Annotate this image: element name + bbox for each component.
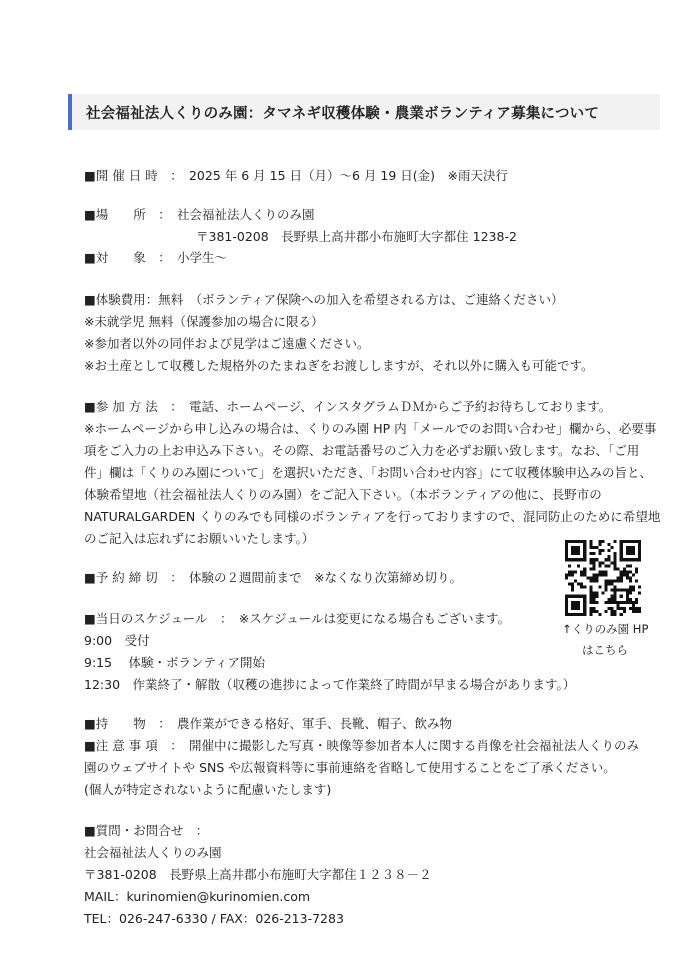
notice-line: (個人が特定されないように配慮いたします) bbox=[84, 782, 332, 797]
schedule-item: 12:30 作業終了・解散（収穫の進捗によって作業終了時間が早まる場合があります。） bbox=[84, 677, 576, 692]
contact-org: 社会福祉法人くりのみ園 bbox=[84, 845, 222, 860]
application-note-6: のご記入は忘れずにお願いいたします。） bbox=[84, 531, 315, 546]
fee-note-preschool: ※未就学児 無料（保護参加の場合に限る） bbox=[84, 314, 324, 329]
application-note-5: NATURALGARDEN くりのみでも同様のボランティアを行っておりますので、混同防止のために希望地 bbox=[84, 509, 661, 524]
schedule-heading: ■当日のスケジュール ： ※スケジュールは変更になる場合もございます。 bbox=[84, 611, 511, 626]
event-place: ■場 所 ： 社会福祉法人くりのみ園 bbox=[84, 207, 315, 222]
contact-address: 〒381-0208 長野県上高井郡小布施町大字都住１２３８－２ bbox=[84, 867, 432, 882]
fee-line: ■体験費用：無料 （ボランティア保険への加入を希望される方は、ご連絡ください） bbox=[84, 292, 564, 307]
event-date: ■開 催 日 時 ： 2025 年 6 月 15 日（月）～6 月 19 日(金) ※雨天決行 bbox=[84, 168, 509, 183]
contact-mail: MAIL：kurinomien@kurinomien.com bbox=[84, 889, 311, 904]
contact-heading: ■質問・お問合せ ： bbox=[84, 823, 209, 838]
belongings: ■持 物 ： 農作業ができる格好、軍手、長靴、帽子、飲み物 bbox=[84, 716, 453, 731]
notice-line: 園のウェブサイトや SNS や広報資料等に事前連絡を省略して使用することをご了承ください。 bbox=[84, 760, 616, 775]
schedule-item: 9:00 受付 bbox=[84, 633, 150, 648]
notice-line: ■注 意 事 項 ： 開催中に撮影した写真・映像等参加者本人に関する肖像を社会福祉法人くりのみ bbox=[84, 738, 639, 753]
event-address: 〒381-0208 長野県上高井郡小布施町大字都住 1238-2 bbox=[196, 229, 517, 244]
qr-code-image bbox=[565, 540, 641, 616]
event-target: ■対 象 ： 小学生～ bbox=[84, 250, 228, 265]
application-note-2: 項をご入力の上お申込み下さい。その際、お電話番号のご入力を必ずお願い致します。なお、「ご用 bbox=[84, 443, 640, 458]
qr-code[interactable] bbox=[565, 540, 641, 616]
contact-phone: TEL：026-247-6330 / FAX：026-213-7283 bbox=[84, 911, 344, 926]
fee-note-souvenir: ※お土産として収穫した規格外のたまねぎをお渡ししますが、それ以外に購入も可能です。 bbox=[84, 358, 594, 373]
qr-caption: ↑くりのみ園 HP bbox=[562, 622, 649, 636]
application-method: ■参 加 方 法 ： 電話、ホームページ、インスタグラムＤＭからご予約お待ちしております。 bbox=[84, 399, 612, 414]
title-bar bbox=[68, 94, 660, 130]
page-title: 社会福祉法人くりのみ園：タマネギ収穫体験・農業ボランティア募集について bbox=[86, 106, 600, 122]
application-note-4: 体験希望地（社会福祉法人くりのみ園）をご記入下さい。（本ボランティアの他に、長野市の bbox=[84, 487, 602, 502]
schedule-item: 9:15 体験・ボランティア開始 bbox=[84, 655, 266, 670]
reservation-deadline: ■予 約 締 切 ： 体験の２週間前まで ※なくなり次第締め切り。 bbox=[84, 570, 462, 585]
application-note-3: 件」欄は「くりのみ園について」を選択いただき、「お問い合わせ内容」にて収穫体験申込みの旨と、 bbox=[84, 465, 653, 480]
fee-note-companion: ※参加者以外の同伴および見学はご遠慮ください。 bbox=[84, 336, 370, 351]
qr-caption-sub: はこちら bbox=[582, 643, 628, 657]
application-note-1: ※ホームページから申し込みの場合は、くりのみ園 HP 内「メールでのお問い合わせ」欄から、必要事 bbox=[84, 421, 657, 436]
